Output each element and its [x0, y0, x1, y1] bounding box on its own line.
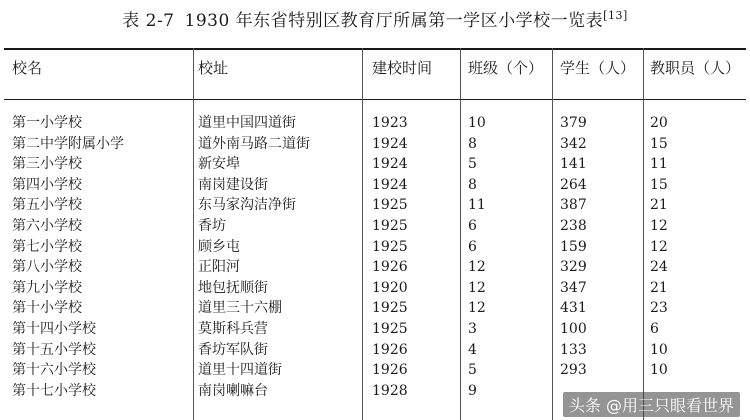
table-row — [0, 195, 750, 215]
table-row — [0, 360, 750, 380]
cell-address: 顾乡屯 — [198, 238, 240, 255]
caption-label: 表 2-7 — [122, 11, 175, 31]
cell-classes: 5 — [468, 156, 477, 173]
cell-founded: 1924 — [372, 176, 408, 193]
cell-school-name: 第二中学附属小学 — [12, 135, 124, 152]
table-row — [0, 175, 750, 195]
cell-address: 香坊 — [198, 218, 226, 234]
cell-address: 地包抚顺街 — [198, 279, 268, 296]
cell-address: 南岗建设街 — [198, 176, 268, 193]
header-students: 学生（人） — [560, 59, 636, 77]
cell-school-name: 第四小学校 — [12, 176, 82, 193]
cell-founded: 1928 — [372, 382, 408, 399]
cell-school-name: 第十七小学校 — [12, 382, 96, 399]
watermark: 头条 @用三只眼看世界 — [563, 392, 740, 417]
cell-founded: 1925 — [372, 218, 408, 234]
cell-address: 南岗喇嘛台 — [198, 382, 268, 399]
cell-students: 264 — [560, 176, 587, 193]
cell-staff: 12 — [650, 218, 668, 234]
cell-founded: 1926 — [372, 362, 408, 379]
cell-founded: 1924 — [372, 156, 408, 173]
cell-address: 道里中国四道街 — [198, 115, 296, 131]
cell-founded: 1925 — [372, 321, 408, 337]
cell-address: 道里三十六棚 — [198, 300, 282, 317]
cell-students: 293 — [560, 362, 587, 379]
cell-staff: 21 — [650, 279, 668, 296]
table-row — [0, 154, 750, 174]
cell-classes: 12 — [468, 259, 486, 276]
table-row — [0, 113, 750, 133]
cell-classes: 8 — [468, 176, 477, 193]
caption-reference: [13] — [603, 9, 628, 22]
cell-classes: 6 — [468, 218, 477, 234]
caption-text: 1930 年东省特别区教育厅所属第一学区小学校一览表 — [184, 11, 604, 31]
table-caption — [0, 6, 750, 31]
cell-school-name: 第十六小学校 — [12, 362, 96, 379]
header-staff: 教职员（人） — [650, 59, 741, 77]
cell-school-name: 第三小学校 — [12, 156, 82, 173]
cell-classes: 3 — [468, 321, 477, 337]
cell-staff: 20 — [650, 115, 668, 131]
cell-school-name: 第七小学校 — [12, 238, 82, 255]
cell-founded: 1925 — [372, 238, 408, 255]
header-founded: 建校时间 — [372, 59, 433, 77]
header-classes: 班级（个） — [468, 59, 544, 77]
cell-staff: 15 — [650, 176, 668, 193]
cell-school-name: 第九小学校 — [12, 279, 82, 296]
cell-students: 387 — [560, 197, 587, 214]
cell-address: 莫斯科兵营 — [198, 321, 268, 337]
cell-students: 238 — [560, 218, 587, 234]
cell-founded: 1924 — [372, 135, 408, 152]
cell-founded: 1926 — [372, 341, 408, 358]
cell-staff: 21 — [650, 197, 668, 214]
cell-students: 347 — [560, 279, 587, 296]
table-row — [0, 257, 750, 277]
cell-founded: 1920 — [372, 279, 408, 296]
cell-classes: 4 — [468, 341, 477, 358]
cell-students: 159 — [560, 238, 587, 255]
header-address: 校址 — [198, 59, 229, 77]
cell-students: 379 — [560, 115, 587, 131]
cell-school-name: 第十五小学校 — [12, 341, 96, 358]
cell-classes: 11 — [468, 197, 486, 214]
table-row — [0, 340, 750, 360]
cell-students: 133 — [560, 341, 587, 358]
cell-address: 香坊军队街 — [198, 341, 268, 358]
table-row — [0, 134, 750, 154]
cell-founded: 1923 — [372, 115, 408, 131]
cell-school-name: 第六小学校 — [12, 218, 82, 234]
cell-staff: 23 — [650, 300, 668, 317]
cell-classes: 8 — [468, 135, 477, 152]
cell-staff: 10 — [650, 362, 668, 379]
header-school-name: 校名 — [12, 59, 43, 77]
cell-school-name: 第一小学校 — [12, 115, 82, 131]
cell-staff: 11 — [650, 156, 668, 173]
cell-founded: 1925 — [372, 197, 408, 214]
cell-classes: 5 — [468, 362, 477, 379]
cell-students: 329 — [560, 259, 587, 276]
cell-staff: 24 — [650, 259, 668, 276]
cell-staff: 10 — [650, 341, 668, 358]
table-row — [0, 237, 750, 257]
cell-classes: 12 — [468, 300, 486, 317]
cell-staff: 15 — [650, 135, 668, 152]
table-row — [0, 298, 750, 318]
cell-address: 新安埠 — [198, 156, 240, 173]
cell-classes: 12 — [468, 279, 486, 296]
cell-students: 100 — [560, 321, 587, 337]
cell-classes: 6 — [468, 238, 477, 255]
cell-address: 东马家沟洁净街 — [198, 197, 296, 214]
table-header-rule — [4, 99, 746, 100]
cell-school-name: 第五小学校 — [12, 197, 82, 214]
cell-address: 正阳河 — [198, 259, 240, 276]
cell-classes: 9 — [468, 382, 477, 399]
cell-school-name: 第八小学校 — [12, 259, 82, 276]
table-top-rule — [4, 48, 746, 50]
cell-address: 道外南马路二道街 — [198, 135, 310, 152]
cell-students: 431 — [560, 300, 587, 317]
cell-classes: 10 — [468, 115, 486, 131]
table-row — [0, 319, 750, 339]
cell-school-name: 第十小学校 — [12, 300, 82, 317]
cell-address: 道里十四道街 — [198, 362, 282, 379]
cell-staff: 12 — [650, 238, 668, 255]
table-row — [0, 278, 750, 298]
cell-students: 141 — [560, 156, 587, 173]
cell-students: 342 — [560, 135, 587, 152]
cell-founded: 1925 — [372, 300, 408, 317]
cell-staff: 6 — [650, 321, 659, 337]
table-row — [0, 216, 750, 236]
cell-school-name: 第十四小学校 — [12, 321, 96, 337]
cell-founded: 1926 — [372, 259, 408, 276]
